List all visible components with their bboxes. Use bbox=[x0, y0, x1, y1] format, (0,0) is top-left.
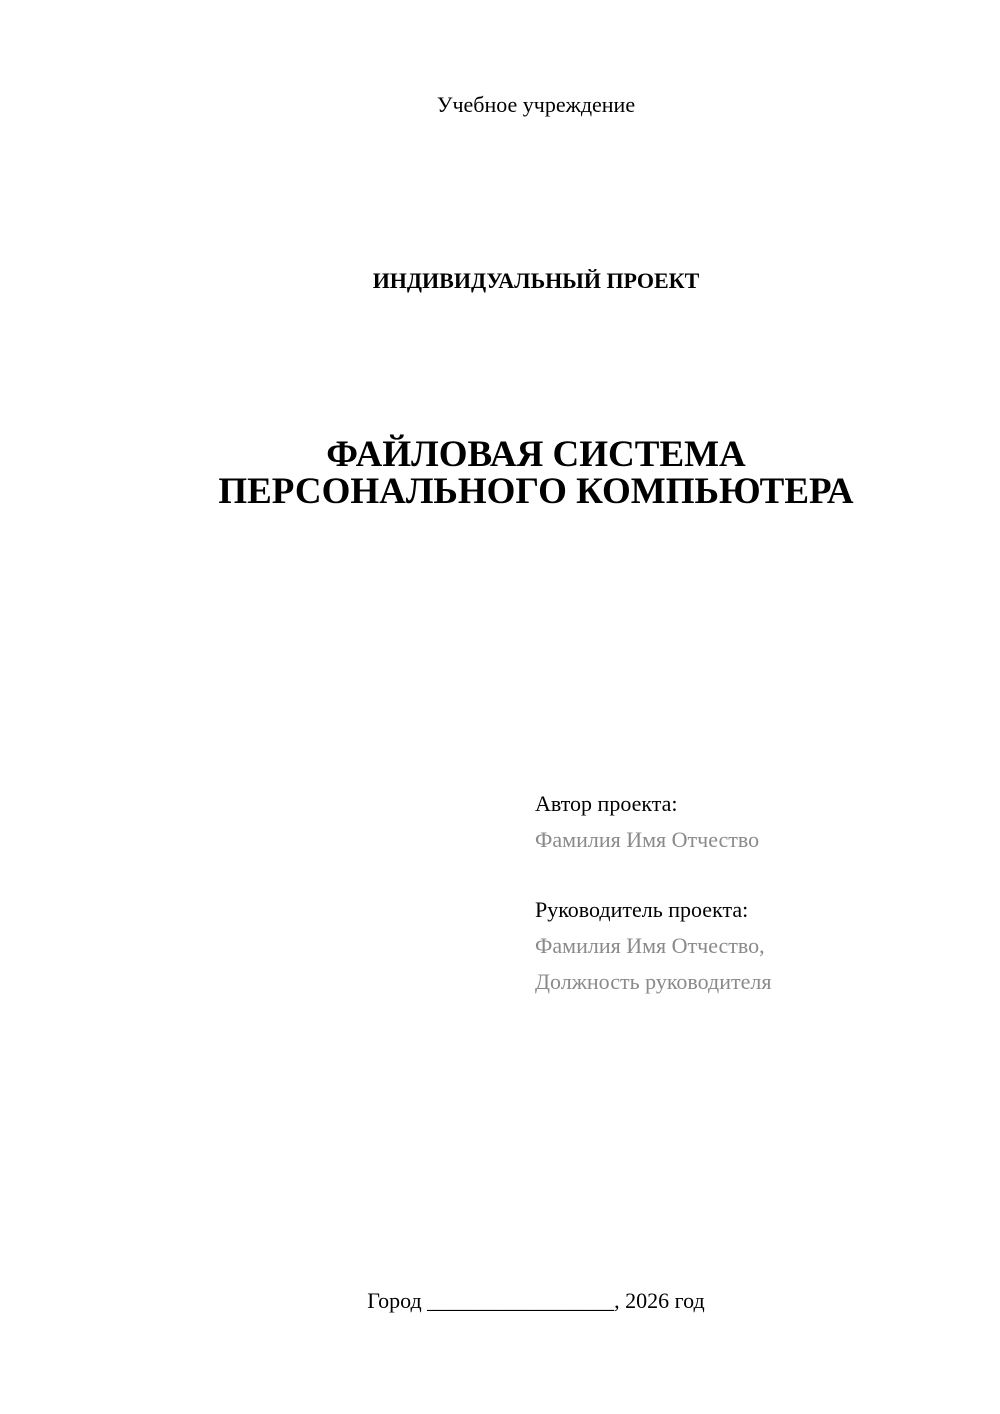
document-type-heading: ИНДИВИДУАЛЬНЫЙ ПРОЕКТ bbox=[372, 268, 700, 293]
institution-name: Учебное учреждение bbox=[436, 92, 636, 117]
author-block bbox=[535, 786, 975, 858]
supervisor-name: Фамилия Имя Отчество, bbox=[535, 933, 765, 958]
project-title-line-1: ФАЙЛОВАЯ СИСТЕМА bbox=[326, 434, 746, 475]
project-title bbox=[0, 436, 1000, 510]
project-title-line-2: ПЕРСОНАЛЬНОГО КОМПЬЮТЕРА bbox=[218, 471, 854, 512]
author-label: Автор проекта: bbox=[535, 791, 678, 816]
supervisor-label: Руководитель проекта: bbox=[535, 897, 749, 922]
supervisor-block bbox=[535, 892, 975, 1000]
author-name: Фамилия Имя Отчество bbox=[535, 827, 760, 852]
supervisor-position: Должность руководителя bbox=[535, 969, 772, 994]
city-year-line: Город _________________, 2026 год bbox=[367, 1288, 705, 1313]
